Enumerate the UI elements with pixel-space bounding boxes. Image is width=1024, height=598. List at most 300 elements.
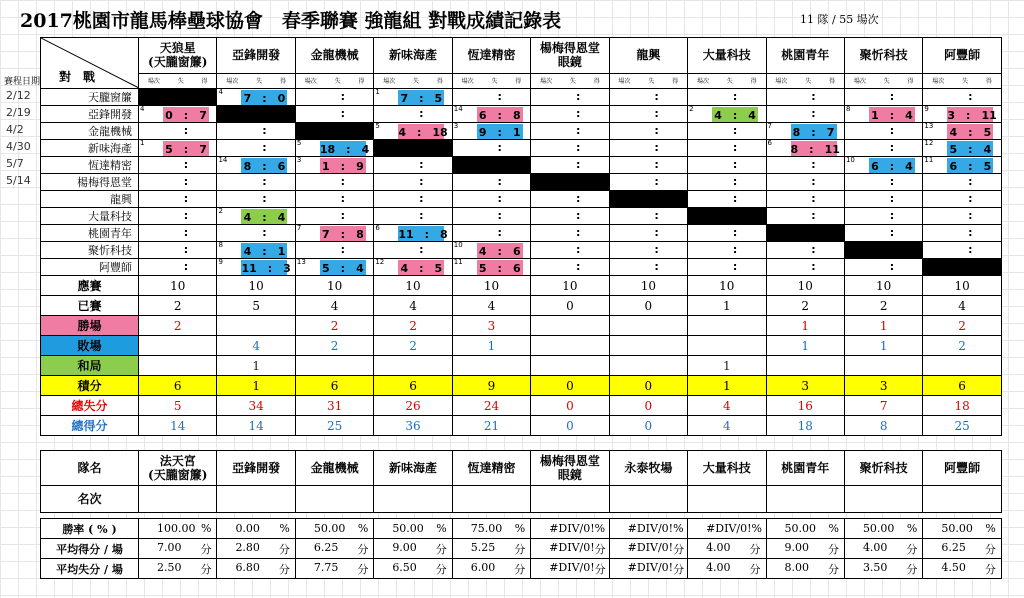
matchup-cell: [374, 191, 452, 208]
matchup-row: [41, 89, 1002, 106]
empty-score: :: [732, 243, 738, 256]
summary-value: 0: [531, 416, 609, 436]
score: 1 : 4: [869, 107, 915, 123]
empty-score: :: [575, 124, 581, 137]
summary-value: 10: [374, 276, 452, 296]
stats-number: #DIV/0!: [627, 522, 674, 535]
summary-value: 8: [844, 416, 922, 436]
summary-label: 總失分: [41, 396, 139, 416]
score: 8 : 11: [790, 143, 840, 156]
schedule-date: 4/30: [6, 140, 31, 153]
summary-label: 總得分: [41, 416, 139, 436]
summary-value: 4: [452, 296, 530, 316]
summary-value: 3: [844, 376, 922, 396]
matchup-cell: [139, 140, 217, 157]
self-cell: [217, 106, 295, 123]
matchup-cell: [766, 191, 844, 208]
game-number: 4: [218, 88, 223, 96]
matchup-cell: [452, 259, 530, 276]
stats-number: 6.50: [392, 560, 417, 574]
matchup-cell: [688, 259, 766, 276]
matchup-row: [41, 208, 1002, 225]
summary-value: 1: [844, 336, 922, 356]
matchup-cell: [688, 174, 766, 191]
row-team-name: 聚忻科技: [41, 242, 139, 259]
stats-number: #DIV/0!: [706, 522, 752, 535]
score-won: 1: [277, 245, 286, 258]
team-header: 亞鋒開發: [217, 38, 295, 74]
summary-value: 2: [139, 296, 217, 316]
empty-score: :: [183, 175, 189, 188]
game-number: 13: [296, 258, 306, 266]
matchup-cell: [609, 106, 687, 123]
team-header: 新味海產: [374, 38, 452, 74]
stats-value: [217, 539, 295, 559]
sub-header-label: 得: [907, 78, 914, 86]
row-team-name: 楊梅得恩堂: [41, 174, 139, 191]
score: 6 : 4: [869, 158, 915, 174]
score-won: 5: [434, 92, 443, 105]
stats-number: 6.00: [470, 560, 496, 574]
matchup-cell: [217, 208, 295, 225]
matchup-cell: [452, 174, 530, 191]
stats-row: [41, 539, 1002, 559]
empty-score: :: [183, 209, 189, 222]
stats-unit: 分: [278, 542, 290, 556]
matchup-cell: [923, 157, 1001, 174]
game-number: 9: [924, 105, 929, 113]
stats-number: #DIV/0!: [549, 540, 595, 554]
stats-number: #DIV/0!: [627, 540, 674, 554]
summary-value: 1: [766, 336, 844, 356]
summary-row: [41, 396, 1002, 416]
matchup-cell: [923, 140, 1001, 157]
matchup-table: [40, 37, 1002, 436]
stats-value: [374, 539, 452, 559]
matchup-cell: [295, 259, 373, 276]
summary-value: 18: [923, 396, 1001, 416]
summary-row: [41, 336, 1002, 356]
sub-header-label: 得: [672, 78, 679, 86]
sub-header: [609, 73, 687, 88]
summary-value: 4: [688, 396, 766, 416]
matchup-row: [41, 140, 1002, 157]
stats-value: [844, 519, 922, 539]
sub-header-label: 場次: [383, 78, 396, 86]
matchup-row: [41, 259, 1002, 276]
self-cell: [374, 140, 452, 157]
stats-number: #DIV/0!: [549, 560, 595, 574]
stats-unit: 分: [906, 542, 918, 556]
stats-value: [844, 539, 922, 559]
score-won: 4: [748, 109, 756, 122]
matchup-cell: [923, 225, 1001, 242]
summary-value: 31: [295, 396, 373, 416]
stats-row: [41, 519, 1002, 539]
score-lost: 7: [243, 92, 252, 105]
stats-value: [295, 519, 373, 539]
sub-header: [923, 73, 1001, 88]
stats-label: 勝率 ( % ): [41, 519, 139, 539]
stats-number: 7.00: [157, 540, 182, 554]
score: 5 : 7: [163, 141, 209, 157]
game-number: 4: [140, 105, 145, 113]
sub-header-label: 失: [491, 78, 498, 86]
summary-value: 5: [217, 296, 295, 316]
score-won: 6: [277, 160, 286, 173]
summary-value: 10: [609, 276, 687, 296]
score-lost: 6: [478, 109, 487, 122]
matchup-cell: [295, 191, 373, 208]
self-cell: [609, 191, 687, 208]
empty-score: :: [575, 209, 581, 222]
matchup-cell: [374, 174, 452, 191]
rank-value: [609, 486, 687, 513]
stats-unit: %: [514, 522, 526, 535]
matchup-cell: [844, 123, 922, 140]
empty-score: :: [654, 260, 659, 273]
score-lost: 1: [322, 160, 330, 173]
self-cell: [844, 242, 922, 259]
matchup-cell: [452, 106, 530, 123]
empty-score: :: [811, 243, 816, 256]
sub-header-label: 失: [648, 78, 655, 86]
game-number: 12: [375, 258, 385, 266]
summary-value: 26: [374, 396, 452, 416]
summary-value: [688, 336, 766, 356]
score: 1 : 9: [320, 158, 366, 174]
rank-header: 隊名: [41, 451, 139, 486]
matchup-cell: [452, 225, 530, 242]
summary-value: 3: [452, 316, 530, 336]
stats-unit: %: [436, 522, 447, 535]
stats-unit: 分: [357, 562, 369, 576]
summary-value: 6: [923, 376, 1001, 396]
matchup-cell: [139, 106, 217, 123]
summary-value: 0: [609, 376, 687, 396]
row-team-name: 桃園青年: [41, 225, 139, 242]
matchup-cell: [374, 106, 452, 123]
rank-team-name: 聚忻科技: [844, 451, 922, 486]
empty-score: :: [889, 90, 895, 103]
stats-number: #DIV/0!: [549, 522, 595, 535]
summary-value: 1: [217, 376, 295, 396]
empty-score: :: [262, 124, 267, 137]
matchup-cell: [766, 174, 844, 191]
summary-row: [41, 316, 1002, 336]
empty-score: :: [811, 107, 816, 120]
rank-value: [923, 486, 1001, 513]
self-cell: [688, 208, 766, 225]
matchup-cell: [688, 89, 766, 106]
summary-value: [609, 336, 687, 356]
summary-value: 25: [295, 416, 373, 436]
score: 9 : 1: [477, 124, 523, 140]
self-cell: [452, 157, 530, 174]
score-lost: 8: [243, 160, 252, 173]
stats-number: 9.00: [784, 540, 809, 554]
empty-score: :: [732, 124, 738, 137]
summary-value: 2: [844, 296, 922, 316]
score: 4 : 18: [398, 126, 448, 139]
score-won: 3: [283, 262, 291, 275]
row-team-name: 天朧窗簾: [41, 89, 139, 106]
stats-value: [609, 519, 687, 539]
sub-header: [531, 73, 609, 88]
matchup-cell: [217, 174, 295, 191]
stats-number: 50.00: [784, 522, 816, 535]
matchup-cell: [923, 191, 1001, 208]
empty-score: :: [968, 175, 973, 188]
matchup-cell: [923, 174, 1001, 191]
matchup-cell: [217, 225, 295, 242]
rank-team-name: 亞鋒開發: [217, 451, 295, 486]
game-number: 11: [924, 156, 934, 164]
game-number: 7: [767, 122, 772, 130]
empty-score: :: [732, 192, 738, 205]
score: 4 : 5: [398, 260, 444, 276]
schedule-date-list: [6, 87, 40, 189]
game-number: 1: [140, 139, 145, 147]
sub-header-label: 得: [279, 78, 286, 86]
score: 8 : 7: [791, 124, 837, 140]
score-lost: 4: [714, 109, 722, 122]
rank-team-name: 楊梅得恩堂 眼鏡: [531, 451, 609, 486]
empty-score: :: [654, 175, 659, 188]
sub-header-label: 場次: [461, 78, 474, 86]
stats-value: [766, 539, 844, 559]
matchup-cell: [531, 242, 609, 259]
stats-number: 0.00: [235, 522, 260, 535]
game-number: 3: [453, 122, 459, 130]
schedule-date: 5/14: [6, 174, 31, 187]
summary-label: 積分: [41, 376, 139, 396]
empty-score: :: [811, 260, 816, 273]
matchup-cell: [609, 242, 687, 259]
matchup-cell: [531, 259, 609, 276]
summary-value: 14: [217, 416, 295, 436]
empty-score: :: [419, 243, 424, 256]
sub-header-label: 失: [962, 78, 969, 86]
stats-value: [531, 539, 609, 559]
empty-score: :: [262, 192, 267, 205]
empty-score: :: [654, 90, 659, 103]
summary-value: 4: [923, 296, 1001, 316]
stats-value: [295, 559, 373, 579]
matchup-cell: [844, 106, 922, 123]
score-lost: 4: [400, 262, 409, 275]
empty-score: :: [811, 209, 816, 222]
matchup-cell: [295, 225, 373, 242]
matchup-cell: [217, 259, 295, 276]
rank-value: [766, 486, 844, 513]
matchup-cell: [139, 242, 217, 259]
game-number: 10: [845, 156, 855, 164]
sub-header-label: 失: [177, 78, 184, 86]
team-header: 楊梅得恩堂 眼鏡: [531, 38, 609, 74]
summary-value: 2: [295, 336, 373, 356]
stats-number: 4.50: [941, 560, 966, 574]
matchup-cell: [531, 191, 609, 208]
score-won: 4: [361, 143, 370, 156]
stats-unit: 分: [906, 562, 918, 576]
empty-score: :: [811, 175, 816, 188]
score-lost: 11: [398, 228, 414, 241]
stats-number: 50.00: [862, 522, 895, 535]
row-team-name: 大量科技: [41, 208, 139, 225]
empty-score: :: [340, 107, 346, 120]
stats-value: [923, 559, 1001, 579]
empty-score: :: [575, 141, 581, 154]
matchup-cell: [766, 242, 844, 259]
schedule-date: 4/2: [6, 123, 24, 136]
empty-score: :: [732, 226, 738, 239]
score-lost: 7: [400, 92, 409, 105]
sub-header-label: 場次: [540, 78, 553, 86]
empty-score: :: [497, 90, 502, 103]
summary-row: [41, 416, 1002, 436]
matchup-cell: [139, 259, 217, 276]
score-lost: 8: [790, 143, 799, 156]
summary-row: [41, 356, 1002, 376]
matchup-cell: [295, 208, 373, 225]
matchup-cell: [844, 89, 922, 106]
summary-value: 3: [766, 376, 844, 396]
matchup-cell: [531, 89, 609, 106]
stats-number: 4.00: [706, 540, 731, 554]
stats-unit: 分: [749, 542, 761, 556]
rank-team-name: 金龍機械: [295, 451, 373, 486]
matchup-cell: [923, 123, 1001, 140]
stats-value: [217, 559, 295, 579]
stats-value: [688, 519, 766, 539]
score: 18 : 4: [319, 143, 370, 156]
summary-value: 2: [923, 336, 1001, 356]
stats-number: 7.75: [313, 560, 339, 574]
summary-value: 4: [374, 296, 452, 316]
sub-header-label: 得: [985, 78, 992, 86]
summary-value: 10: [295, 276, 373, 296]
matchup-cell: [531, 106, 609, 123]
sub-header-label: 場次: [853, 78, 866, 86]
rank-value: [217, 486, 295, 513]
score: 7 : 5: [398, 90, 444, 106]
stats-unit: 分: [200, 542, 212, 556]
stats-unit: %: [828, 522, 839, 535]
stats-number: 9.00: [392, 540, 417, 554]
summary-value: 18: [766, 416, 844, 436]
empty-score: :: [575, 226, 581, 239]
summary-value: 9: [452, 376, 530, 396]
summary-value: 24: [452, 396, 530, 416]
stats-number: 75.00: [470, 522, 503, 535]
empty-score: :: [340, 209, 346, 222]
rank-value: [844, 486, 922, 513]
empty-score: :: [968, 226, 973, 239]
empty-score: :: [497, 192, 502, 205]
sub-header-label: 得: [593, 78, 600, 86]
score-lost: 4: [243, 211, 252, 224]
score: 3 : 11: [947, 109, 997, 122]
summary-value: 10: [452, 276, 530, 296]
score-lost: 8: [792, 126, 801, 139]
matchup-cell: [923, 208, 1001, 225]
stats-value: [844, 559, 922, 579]
summary-value: [609, 356, 687, 376]
stats-number: 8.00: [784, 560, 809, 574]
empty-score: :: [419, 192, 424, 205]
stats-unit: 分: [827, 542, 839, 556]
sub-header-label: 場次: [618, 78, 631, 86]
matchup-cell: [688, 157, 766, 174]
stats-number: 6.80: [235, 560, 260, 574]
row-team-name: 恆達精密: [41, 157, 139, 174]
stats-value: [923, 519, 1001, 539]
sub-header: [688, 73, 766, 88]
empty-score: :: [889, 141, 895, 154]
score-lost: 5: [478, 262, 487, 275]
score-won: 5: [434, 262, 443, 275]
sub-header-label: 得: [750, 78, 757, 86]
summary-value: 1: [688, 376, 766, 396]
matchup-cell: [766, 89, 844, 106]
empty-score: :: [575, 158, 581, 171]
rank-label: 名次: [41, 486, 139, 513]
empty-score: :: [968, 209, 973, 222]
empty-score: :: [419, 175, 424, 188]
score-won: 9: [356, 160, 364, 173]
sub-header-label: 場次: [226, 78, 239, 86]
game-number: 5: [296, 139, 302, 147]
stats-unit: 分: [435, 562, 447, 576]
stats-unit: %: [906, 522, 918, 535]
rank-value: [452, 486, 530, 513]
stats-value: [374, 519, 452, 539]
empty-score: :: [889, 124, 895, 137]
stats-unit: 分: [357, 542, 369, 556]
empty-score: :: [419, 209, 424, 222]
matchup-row: [41, 123, 1002, 140]
summary-row: [41, 276, 1002, 296]
matchup-cell: [452, 242, 530, 259]
summary-label: 勝場: [41, 316, 139, 336]
stats-unit: %: [985, 522, 996, 535]
summary-value: 0: [531, 396, 609, 416]
summary-label: 應賽: [41, 276, 139, 296]
summary-value: [531, 356, 609, 376]
sub-header-label: 失: [726, 78, 733, 86]
matchup-cell: [531, 157, 609, 174]
game-number: 1: [375, 88, 380, 96]
empty-score: :: [262, 141, 267, 154]
score-won: 0: [277, 92, 286, 105]
matchup-cell: [295, 157, 373, 174]
score-won: 4: [277, 211, 286, 224]
empty-score: :: [575, 260, 581, 273]
row-team-name: 亞鋒開發: [41, 106, 139, 123]
empty-score: :: [968, 192, 973, 205]
summary-value: [139, 356, 217, 376]
stats-unit: %: [200, 522, 212, 535]
matchup-cell: [217, 242, 295, 259]
summary-value: 6: [139, 376, 217, 396]
stats-unit: 分: [594, 542, 606, 556]
matchup-cell: [766, 106, 844, 123]
stats-unit: %: [673, 522, 684, 535]
sub-header: [139, 73, 217, 88]
empty-score: :: [575, 243, 581, 256]
matchup-cell: [531, 140, 609, 157]
